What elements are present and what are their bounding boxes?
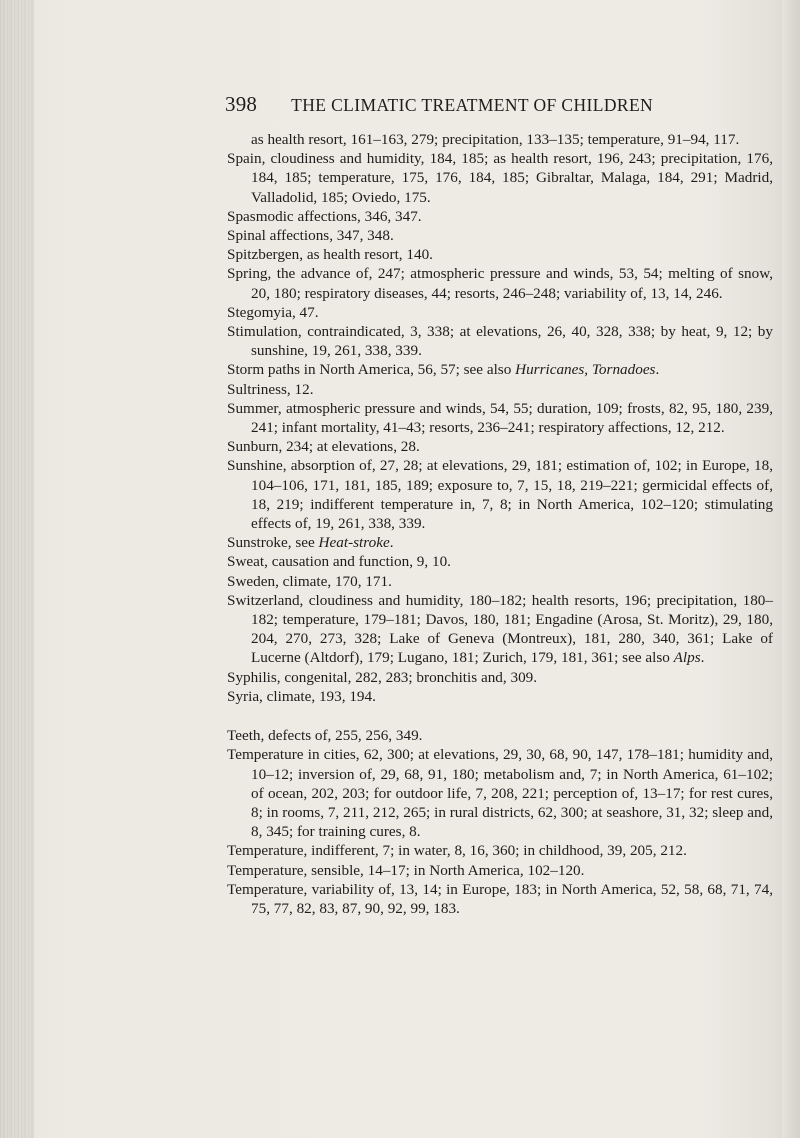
entry-text: as health resort, 161–163, 279; precipitation, 133–135; temperature, 91–94, 117. — [251, 131, 740, 148]
index-entry — [227, 552, 773, 571]
entry-text: Syria, climate, 193, 194. — [227, 687, 376, 705]
running-head — [225, 92, 725, 116]
index-entry — [227, 303, 773, 322]
entry-punctuation: . — [655, 361, 660, 379]
page-edge-shadow — [782, 0, 800, 1138]
entry-text: Spinal affections, 347, 348. — [227, 227, 394, 245]
entry-text: Spitzbergen, as health resort, 140. — [227, 246, 433, 264]
index-entry — [227, 687, 773, 706]
entry-text: Switzerland, cloudiness and humidity, 180–182; health resorts, 196; precipitation, 180–182; temperature, 179–181; Davos, 180, 181; Engadine (Arosa, St. Moritz), 29, 180, 204, 270, 273, 328; Lake of Geneva (Montreux), 181, 280, 340, 361; Lake of Lucerne (Altdorf), 179; Lugano, 181; Zurich, 179, 181, 361; see also — [227, 591, 773, 667]
entry-text: Sweat, causation and function, 9, 10. — [227, 553, 451, 571]
index-entry — [227, 264, 773, 302]
index-entry — [227, 880, 773, 918]
entry-text: Temperature, sensible, 14–17; in North America, 102–120. — [227, 861, 585, 879]
entry-text: Temperature, indifferent, 7; in water, 8, 16, 360; in childhood, 39, 205, 212. — [227, 842, 687, 860]
cross-reference: Alps — [673, 649, 701, 667]
index-entry — [227, 726, 773, 745]
index-entry — [227, 380, 773, 399]
index-entry — [227, 572, 773, 591]
index-entry — [227, 591, 773, 668]
index-entry — [227, 130, 773, 149]
entry-text: Summer, atmospheric pressure and winds, 54, 55; duration, 109; frosts, 82, 95, 180, 239, 241; infant mortality, 41–43; resorts, 236–241; respiratory affections, 12, 212. — [227, 399, 773, 437]
index-entry — [227, 245, 773, 264]
index-entries — [227, 130, 773, 918]
entry-text: Temperature, variability of, 13, 14; in Europe, 183; in North America, 52, 58, 68, 71, 74, 75, 77, 82, 83, 87, 90, 92, 99, 183. — [227, 880, 773, 917]
entry-punctuation: . — [389, 534, 394, 552]
entry-text: Sunburn, 234; at elevations, 28. — [227, 438, 420, 456]
page-number: 398 — [225, 92, 258, 116]
entry-text: Spain, cloudiness and humidity, 184, 185; as health resort, 196, 243; precipitation, 176, 184, 185; temperature, 175, 176, 184, 185; Gibraltar, Malaga, 184, 291; Madrid, Valladolid, 185; Oviedo, 175. — [227, 150, 773, 206]
index-entry — [227, 207, 773, 226]
entry-text: Sunshine, absorption of, 27, 28; at elevations, 29, 181; estimation of, 102; in Europe, 18, 104–106, 171, 181, 185, 189; exposure to, 7, 15, 18, 219–221; germicidal effects of, 18, 219; indifferent temperature in, 7, 8; in North America, 102–120; stimulating effects of, 19, 261, 338, 339. — [227, 457, 773, 533]
index-entry — [227, 149, 773, 207]
index-entry — [227, 861, 773, 880]
entry-text: Sweden, climate, 170, 171. — [227, 572, 392, 590]
index-entry — [227, 437, 773, 456]
entry-text: Stimulation, contraindicated, 3, 338; at elevations, 26, 40, 328, 338; by heat, 9, 12; by sunshine, 19, 261, 338, 339. — [227, 323, 773, 360]
index-entry — [227, 745, 773, 841]
entry-text: Spasmodic affections, 346, 347. — [227, 207, 422, 225]
page-gutter-shadow — [0, 0, 34, 1138]
cross-reference: Hurricanes, Tornadoes — [515, 361, 656, 379]
entry-text: Sunstroke, see — [227, 534, 319, 552]
index-entry — [227, 533, 773, 552]
index-entry — [227, 668, 773, 687]
entry-text: Storm paths in North America, 56, 57; see also — [227, 361, 516, 379]
entry-text: Syphilis, congenital, 282, 283; bronchitis and, 309. — [227, 668, 538, 686]
entry-text: Sultriness, 12. — [227, 380, 314, 398]
entry-text: Temperature in cities, 62, 300; at elevations, 29, 30, 68, 90, 147, 178–181; humidity and, 10–12; inversion of, 29, 68, 91, 180; metabolism and, 7; in North America, 61–102; of ocean, 202, 203; for outdoor life, 7, 208, 221; perception of, 13–17; for rest cures, 8; in rooms, 7, 211, 212, 265; in rural districts, 62, 300; at seashore, 31, 32; sleep and, 8, 345; for training cures, 8. — [227, 746, 773, 841]
entry-punctuation: . — [700, 649, 705, 667]
index-entry — [227, 456, 773, 533]
index-entry — [227, 322, 773, 360]
index-entry — [227, 226, 773, 245]
index-entry — [227, 360, 773, 379]
entry-text: Teeth, defects of, 255, 256, 349. — [227, 727, 423, 745]
index-entry — [227, 841, 773, 860]
running-title: THE CLIMATIC TREATMENT OF CHILDREN — [291, 95, 654, 115]
cross-reference: Heat-stroke — [318, 534, 390, 552]
entry-text: Spring, the advance of, 247; atmospheric pressure and winds, 53, 54; melting of snow, 20, 180; respiratory diseases, 44; resorts, 246–248; variability of, 13, 14, 246. — [227, 265, 773, 302]
entry-text: Stegomyia, 47. — [227, 303, 319, 321]
index-entry — [227, 399, 773, 437]
